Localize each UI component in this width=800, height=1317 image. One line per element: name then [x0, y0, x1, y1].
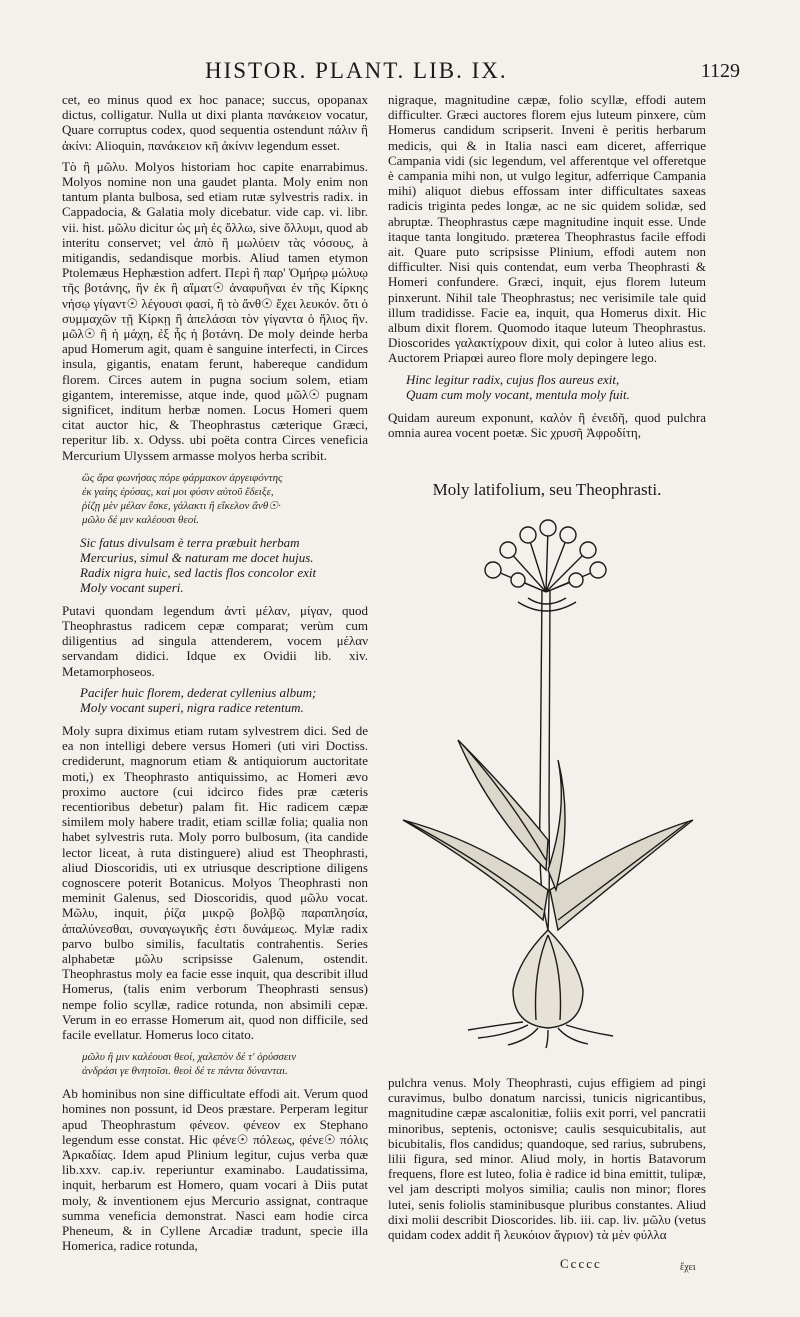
- greek-verse: [82, 471, 368, 527]
- verse-line: Moly vocant superi, nigra radice retentum.: [80, 699, 304, 715]
- greek-verse-2: [82, 1050, 368, 1078]
- verse-line: Sic fatus divulsam è terra præbuit herbam: [80, 534, 300, 550]
- ovid-verse: [80, 685, 368, 715]
- page-number: 1129: [700, 60, 740, 82]
- verse-line: ῥίζῃ μὲν μέλαν ἔσκε, γάλακτι ἢ εἴκελον ἄνθ☉·: [82, 499, 281, 512]
- paragraph: Ab hominibus non sine difficultate effodi ait. Verum quod homines non possunt, id Deos præstare. Perperam legitur apud Theophrastum φένεον. φένεον ex Stephano legendum esse constat. Hic φένε☉ πόλεως, φένε☉ πόλις Ἀρκαδίας. Idem apud Plinium legitur, cujus verba quæ lib.xxv. cap.iv. reperiuntur examinabo. Laudatissima, inquit, herbarum est Homero, quam vocari à Diis putat moly, & inventionem ejus Mercurio assignat, contraque summa veneficia demonstrat. Nasci eam hodie circa Pheneum, & in Cyllene Arcadiæ tradunt, specie illa Homerica, radice rotunda,: [62, 1086, 368, 1254]
- page-header: [0, 58, 800, 88]
- verse-line: Moly vocant superi.: [80, 579, 184, 595]
- latin-verse: [80, 535, 368, 595]
- leaf-icon: [548, 760, 565, 890]
- paragraph: nigraque, magnitudine cæpæ, folio scyllæ, effodi autem difficulter. Græci auctores florem ejus luteum pinxere, cùm Homerus candidum scripserit. Inveni è peritis herbarum medicis, qui & in Italia nasci eam diceret, afferrique Campania vidi (sic legendum, vel afferentque vel offeretque è campania mihi non, ut vulgo legitur, adferrique Campania mihi) aliquot diebus effossam inter difficultates saxeas radicis triginta pedes longæ, ac ne sic quidem solidæ, sed abruptæ. Theophrastus cæpe magnitudine inquit esse. Unde itaque tanta longitudo. præterea Theophrastus facile effodi ait. Quare puto scripsisse Plinium, effodi autem non difficulter. Nisi quis contendat, eum verba Theophrasti & Homeri confundere. Græci, inquit, ejus florem luteum pinxerunt. Nihil tale Theophrastus; nec verisimile tale quid illum tradidisse. Facie ea, inquit, qua Homerus dixit. Hic album dixit florem. Quomodo itaque luteum Theophrastus. Dioscorides γαλακτίχρουν dixit, qui color à luteo alius est. Auctorem Priapœi aureo flore moly depingere lego.: [388, 92, 706, 366]
- verse-line: μῶλυ ἢ μιν καλέουσι θεοί, χαλεπὸν δέ τ' ὀρύσσειν: [82, 1051, 297, 1064]
- verse-line: μῶλυ δέ μιν καλέουσι θεοί.: [82, 513, 200, 526]
- right-column-bottom: [388, 1075, 706, 1248]
- priapeia-verse: [406, 372, 706, 402]
- verse-line: ἀνδράσι γε θνητοῖσι. θεοὶ δέ τε πάντα δύνανται.: [82, 1065, 288, 1078]
- paragraph: Τὸ ἢ μῶλυ. Molyos historiam hoc capite enarrabimus. Molyos nomine non una gaudet planta. Moly enim non tantum planta bulbosa, sed etiam rutæ sylvestris radix. in Cappadocia, & Galatia moly dicebatur. vide cap. vi. libr. vii. hist. μῶλυ dicitur ὡς μὴ ἐς ὄλλω, sive ὄλλυμι, quod ab interitu conservet; vel ἀπὸ ἢ μωλύειν τὰς νόσους, à mitigandis, sedandisque morbis. Aliud tamen etymon Ptolemæus Hephæstion adfert. Περὶ ἢ παρ' Ὁμήρῳ μώλυῳ τῆς βοτάνης, ἣν ἐκ ἢ αἵματ☉ ἀναφυῆναι ἐν τῆς Κίρκης νήσῳ γίγαντ☉ λέγουσι φασί, ἢ τὸ ἄνθ☉ ἔχει λευκόν. ὅτι ὁ συμμαχῶν τῇ Κίρκῃ ἢ ἀπελάσαι τὸν γίγαντα ὁ ἥλιος ἢν. μῶλ☉ ἢ ἡ μάχη, ἐξ ἧς ἡ βοτάνη. De moly deinde herba apud Homerum agit, quam è sanguine interfecti, in Circes insula, gigantis, enatam ferunt, habereque candidum florem. Circes autem in pugna socium solem, etiam gigantem, interemisse, atque inde, quod μῶλ☉ pugnam significet, inditum herbæ nomen. Locus Homeri quem citat auctor hic, & Theophrastus cæterique Græci, reperitur lib. x. Odyss. ubi poëta contra Circes veneficia Mercurium Ulyssem armasse molyos herba scribit.: [62, 158, 368, 463]
- signature-mark: Ccccc: [560, 1256, 602, 1271]
- bulb-icon: [513, 930, 583, 1028]
- right-column-top: [388, 92, 706, 446]
- stem-icon: [540, 590, 550, 930]
- running-head: HISTOR. PLANT. LIB. IX.: [205, 58, 508, 83]
- verse-line: Hinc legitur radix, cujus flos aureus exit,: [406, 371, 620, 387]
- verse-line: ὣς ἄρα φωνήσας πόρε φάρμακον ἀργειφόντης: [82, 471, 283, 484]
- verse-line: Pacifer huic florem, dederat cyllenius album;: [80, 684, 317, 700]
- leaf-icon: [550, 820, 693, 930]
- paragraph: Quidam aureum exponunt, καλὸν ἢ ἐνειδῆ, quod pulchra omnia aurea vocent poetæ. Sic χρυσῆ Ἀφροδίτη,: [388, 409, 706, 440]
- verse-line: Radix nigra huic, sed lactis flos concolor exit: [80, 564, 317, 580]
- catchword: ἔχει: [680, 1262, 696, 1273]
- left-column: [62, 92, 368, 1259]
- verse-line: ἐκ γαίης ἐρύσας, καί μοι φύσιν αὐτοῦ ἔδειξε,: [82, 485, 274, 498]
- paragraph: Putavi quondam legendum ἀντὶ μέλαν, μίγαν, quod Theophrastus radicem cepæ comparat; verùm cum diligentius ad singula attenderem, vocem μέλαν servandam didici. Idque ex Ovidii lib. xiv. Metamorphoseos.: [62, 602, 368, 679]
- moly-plant-illustration: [398, 510, 698, 1050]
- verse-line: Mercurius, simul & naturam me docet hujus.: [80, 549, 314, 565]
- paragraph: cet, eo minus quod ex hoc panace; succus, opopanax dictus, colligatur. Nulla ut dixi planta πανάκειον vocatur, Quare corruptus codex, quod sequentia ostendunt πάλιν ἢ ἀκίνι: Alioquin, πανάκειον κῆ ἀκίνιν legendum esset.: [62, 92, 368, 153]
- figure-title: Moly latifolium, seu Theophrasti.: [432, 480, 662, 499]
- paragraph: pulchra venus. Moly Theophrasti, cujus effigiem ad pingi curavimus, bulbo donatum narcissi, tunicis nigricantibus, magnitudine cæpæ ascalonitiæ, foliis exit porri, vel pancratii minoribus, septenis, octonisve; caulis sesquicubitalis, aut bicubitalis, flos candidus; quandoque, sed rarius, subrubens, lilii figura, sed minor. Aliud moly, in hortis Batavorum frequens, flore est luteo, folia è radice id bina emittit, tulipæ, vel jam descripti molyos similia; caulis non minor; flores lutei, senis foliolis staminibusque pluribus constantes. Aliud dixi molii describit Dioscorides. lib. iii. cap. liv. μῶλυ (vetus quidam codex addit ἢ λευκόιον ἄγριον) τὰ μὲν φύλλα: [388, 1075, 706, 1243]
- paragraph: Moly supra diximus etiam rutam sylvestrem dici. Sed de ea non intelligi debere versus Homeri (uti viri Doctiss. crediderunt, magnorum etiam & antiquiorum auctoritate moti,) ex Theophrasto antiquissimo, ac Homeri ævo proximo auctore (cui idcirco fides præ cæteris recentioribus debetur) palam fit. Hic radicem cæpæ similem moly habere tradit, etiam scillæ folia; qualia non habet sylvestris ruta. Moly porro bulbosum, (ita candide lector liceat, à ruta distinguere) aliud est Theophrasti, aliud Dioscoridis, uti ex utriusque descriptione diligens cognoscere poterit Botanicus. Molyos Theophrasti non meminit Galenus, sed Dioscoridis, quod μῶλυ vocat. Μῶλυ, inquit, ῥίζα μικρῷ βολβῷ παραπλησία, ἁπαλύνεσθαι, συναγωγικῆς ἐστι δυνάμεως. Mylæ radix parvo bulbo similis, facultatis contrahentis. Series alphabetæ μῶλυ scripsisse Galenum, ostendit. Theophrastus moly ea facie esse inquit, qua describit illud Homerus, (talis enim verborum Theophrasti sensus) nempe folio scyllæ, radice rotunda, non absimili cepæ. Verum in eo errasse Homerum ait, quod non difficile, sed facile evellatur. Homerus loco citato.: [62, 722, 368, 1042]
- verse-line: Quam cum moly vocant, mentula moly fuit.: [406, 386, 630, 402]
